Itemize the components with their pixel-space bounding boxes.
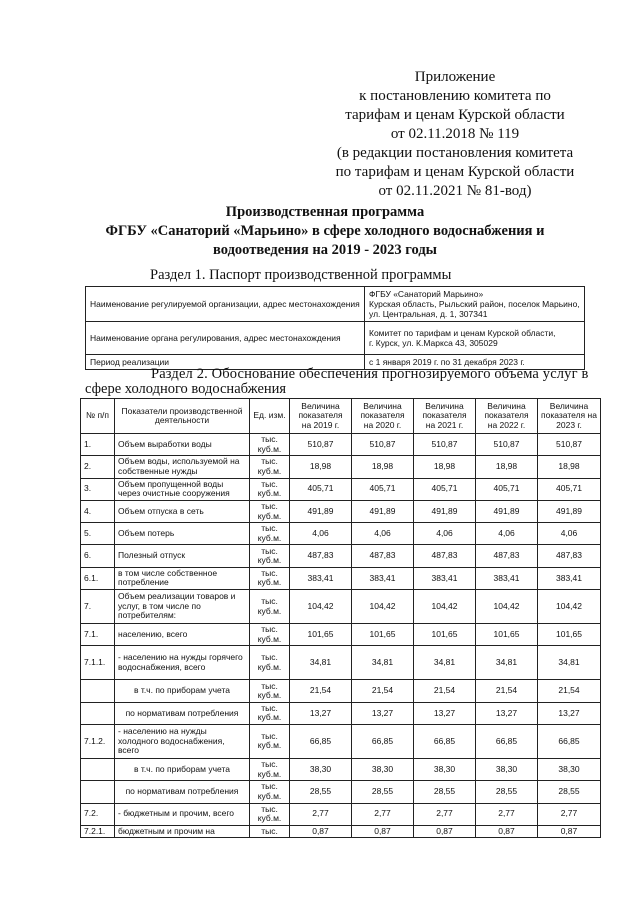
row-value: 101,65 <box>414 624 476 646</box>
appendix-line: Приложение <box>414 69 496 85</box>
row-value: 38,30 <box>290 758 352 780</box>
passport-label: Период реализации <box>86 355 365 370</box>
row-value: 383,41 <box>290 567 352 589</box>
row-value: 4,06 <box>538 523 601 545</box>
row-value: 21,54 <box>476 680 538 702</box>
passport-label: Наименование органа регулирования, адрес местонахождения <box>86 322 365 355</box>
row-indicator: Объем выработки воды <box>115 434 250 456</box>
row-value: 491,89 <box>352 500 414 522</box>
row-value: 487,83 <box>352 545 414 567</box>
row-value: 38,30 <box>538 758 601 780</box>
row-unit: тыс. куб.м. <box>250 523 290 545</box>
row-value: 38,30 <box>476 758 538 780</box>
row-value: 66,85 <box>538 724 601 758</box>
row-number: 3. <box>81 478 115 500</box>
row-indicator: Объем реализации товаров и услуг, в том числе по потребителям: <box>115 590 250 624</box>
row-value: 4,06 <box>290 523 352 545</box>
row-indicator: Объем отпуска в сеть <box>115 500 250 522</box>
row-unit: тыс. куб.м. <box>250 590 290 624</box>
table-header-row <box>81 399 601 434</box>
row-value: 510,87 <box>476 434 538 456</box>
row-number: 7.1.2. <box>81 724 115 758</box>
row-value: 101,65 <box>538 624 601 646</box>
row-value: 18,98 <box>414 456 476 478</box>
passport-value-line: ул. Центральная, д. 1, 307341 <box>369 309 488 319</box>
row-value: 13,27 <box>352 702 414 724</box>
row-value: 383,41 <box>476 567 538 589</box>
passport-value <box>365 287 585 322</box>
passport-label: Наименование регулируемой организации, адрес местонахождения <box>86 287 365 322</box>
row-indicator: - населению на нужды холодного водоснабжения, всего <box>115 724 250 758</box>
row-indicator: - бюджетным и прочим, всего <box>115 803 250 825</box>
row-unit: тыс. куб.м. <box>250 624 290 646</box>
row-unit: тыс. куб.м. <box>250 567 290 589</box>
table-row <box>81 590 601 624</box>
row-value: 34,81 <box>538 646 601 680</box>
table-row <box>81 434 601 456</box>
row-value: 21,54 <box>290 680 352 702</box>
title-line: ФГБУ «Санаторий «Марьино» в сфере холодного водоснабжения и <box>105 223 545 239</box>
row-unit: тыс. куб.м. <box>250 781 290 803</box>
row-value: 13,27 <box>290 702 352 724</box>
header-year: Величина показателя на 2022 г. <box>476 399 538 434</box>
row-unit: тыс. <box>250 825 290 838</box>
row-value: 0,87 <box>414 825 476 838</box>
row-indicator: Объем пропущенной воды через очистные сооружения <box>115 478 250 500</box>
passport-value-line: ФГБУ «Санаторий Марьино» <box>369 289 484 299</box>
row-value: 510,87 <box>414 434 476 456</box>
table-row <box>81 646 601 680</box>
row-value: 510,87 <box>290 434 352 456</box>
row-value: 491,89 <box>290 500 352 522</box>
row-number: 7.2. <box>81 803 115 825</box>
row-value: 405,71 <box>414 478 476 500</box>
row-value: 104,42 <box>476 590 538 624</box>
passport-value-line: с 1 января 2019 г. по 31 декабря 2023 г. <box>369 357 525 367</box>
row-value: 2,77 <box>352 803 414 825</box>
table-row <box>81 545 601 567</box>
row-value: 104,42 <box>352 590 414 624</box>
row-number <box>81 781 115 803</box>
row-unit: тыс. куб.м. <box>250 545 290 567</box>
passport-value-line: г. Курск, ул. К.Маркса 43, 305029 <box>369 338 498 348</box>
table-body <box>81 434 601 838</box>
row-indicator: - населению на нужды горячего водоснабжения, всего <box>115 646 250 680</box>
row-value: 2,77 <box>538 803 601 825</box>
row-value: 405,71 <box>290 478 352 500</box>
row-value: 4,06 <box>352 523 414 545</box>
row-number: 1. <box>81 434 115 456</box>
row-value: 2,77 <box>290 803 352 825</box>
section2-line: сфере холодного водоснабжения <box>85 381 287 397</box>
row-value: 34,81 <box>414 646 476 680</box>
row-value: 18,98 <box>538 456 601 478</box>
table-row <box>81 724 601 758</box>
row-value: 491,89 <box>538 500 601 522</box>
row-value: 2,77 <box>414 803 476 825</box>
row-value: 18,98 <box>352 456 414 478</box>
row-value: 18,98 <box>290 456 352 478</box>
appendix-line: по тарифам и ценам Курской области <box>335 164 575 180</box>
table-row <box>81 456 601 478</box>
passport-row <box>86 287 585 322</box>
row-value: 66,85 <box>476 724 538 758</box>
row-value: 13,27 <box>538 702 601 724</box>
row-value: 38,30 <box>414 758 476 780</box>
row-indicator: в т.ч. по приборам учета <box>115 680 250 702</box>
row-number: 7.1. <box>81 624 115 646</box>
row-value: 38,30 <box>352 758 414 780</box>
row-value: 0,87 <box>476 825 538 838</box>
table-row <box>81 781 601 803</box>
row-unit: тыс. куб.м. <box>250 724 290 758</box>
section1-heading: Раздел 1. Паспорт производственной программы <box>150 267 452 283</box>
passport-value-line: Курская область, Рыльский район, поселок Марьино, <box>369 299 580 309</box>
row-value: 34,81 <box>476 646 538 680</box>
row-value: 487,83 <box>414 545 476 567</box>
row-value: 383,41 <box>352 567 414 589</box>
row-indicator: бюджетным и прочим на <box>115 825 250 838</box>
row-value: 383,41 <box>538 567 601 589</box>
row-value: 383,41 <box>414 567 476 589</box>
row-value: 101,65 <box>476 624 538 646</box>
row-value: 13,27 <box>476 702 538 724</box>
header-unit: Ед. изм. <box>250 399 290 434</box>
row-value: 28,55 <box>290 781 352 803</box>
row-value: 405,71 <box>352 478 414 500</box>
row-number: 2. <box>81 456 115 478</box>
row-value: 0,87 <box>290 825 352 838</box>
row-indicator: по нормативам потребления <box>115 781 250 803</box>
row-value: 18,98 <box>476 456 538 478</box>
header-indicator: Показатели производственной деятельности <box>115 399 250 434</box>
row-number: 6. <box>81 545 115 567</box>
row-unit: тыс. куб.м. <box>250 803 290 825</box>
table-row <box>81 758 601 780</box>
row-value: 4,06 <box>476 523 538 545</box>
row-value: 104,42 <box>414 590 476 624</box>
row-unit: тыс. куб.м. <box>250 758 290 780</box>
row-indicator: Объем потерь <box>115 523 250 545</box>
passport-table <box>85 286 585 370</box>
row-value: 21,54 <box>538 680 601 702</box>
row-indicator: Объем воды, используемой на собственные нужды <box>115 456 250 478</box>
row-number: 4. <box>81 500 115 522</box>
appendix-line: от 02.11.2018 № 119 <box>390 126 520 142</box>
appendix-line: тарифам и ценам Курской области <box>345 107 565 123</box>
header-year: Величина показателя на 2020 г. <box>352 399 414 434</box>
row-value: 34,81 <box>352 646 414 680</box>
row-indicator: по нормативам потребления <box>115 702 250 724</box>
row-value: 28,55 <box>538 781 601 803</box>
row-unit: тыс. куб.м. <box>250 646 290 680</box>
table-row <box>81 825 601 838</box>
table-row <box>81 523 601 545</box>
row-value: 66,85 <box>352 724 414 758</box>
row-value: 405,71 <box>476 478 538 500</box>
row-unit: тыс. куб.м. <box>250 680 290 702</box>
row-value: 66,85 <box>414 724 476 758</box>
header-year: Величина показателя на 2023 г. <box>538 399 601 434</box>
document-title <box>90 203 560 260</box>
row-value: 405,71 <box>538 478 601 500</box>
production-table <box>80 398 601 838</box>
header-num: № п/п <box>81 399 115 434</box>
row-indicator: Полезный отпуск <box>115 545 250 567</box>
table-row <box>81 567 601 589</box>
row-value: 4,06 <box>414 523 476 545</box>
row-unit: тыс. куб.м. <box>250 456 290 478</box>
row-unit: тыс. куб.м. <box>250 702 290 724</box>
row-value: 28,55 <box>476 781 538 803</box>
row-value: 2,77 <box>476 803 538 825</box>
row-indicator: населению, всего <box>115 624 250 646</box>
row-indicator: в т.ч. по приборам учета <box>115 758 250 780</box>
row-number <box>81 680 115 702</box>
row-value: 104,42 <box>538 590 601 624</box>
row-value: 34,81 <box>290 646 352 680</box>
row-value: 0,87 <box>352 825 414 838</box>
row-unit: тыс. куб.м. <box>250 478 290 500</box>
table-row <box>81 702 601 724</box>
row-value: 21,54 <box>414 680 476 702</box>
row-value: 510,87 <box>352 434 414 456</box>
passport-value-line: Комитет по тарифам и ценам Курской области, <box>369 328 556 338</box>
row-value: 487,83 <box>538 545 601 567</box>
row-value: 104,42 <box>290 590 352 624</box>
row-value: 0,87 <box>538 825 601 838</box>
row-number: 5. <box>81 523 115 545</box>
row-value: 28,55 <box>352 781 414 803</box>
row-value: 487,83 <box>290 545 352 567</box>
appendix-header <box>320 68 590 201</box>
row-number <box>81 702 115 724</box>
title-line: водоотведения на 2019 - 2023 годы <box>213 242 437 258</box>
appendix-line: от 02.11.2021 № 81-вод) <box>378 183 532 199</box>
passport-row <box>86 322 585 355</box>
passport-value <box>365 322 585 355</box>
table-row <box>81 680 601 702</box>
row-unit: тыс. куб.м. <box>250 500 290 522</box>
row-value: 491,89 <box>414 500 476 522</box>
row-value: 28,55 <box>414 781 476 803</box>
row-value: 66,85 <box>290 724 352 758</box>
table-row <box>81 500 601 522</box>
section2-heading <box>85 367 600 397</box>
row-number: 7.1.1. <box>81 646 115 680</box>
row-number: 6.1. <box>81 567 115 589</box>
row-unit: тыс. куб.м. <box>250 434 290 456</box>
row-value: 101,65 <box>352 624 414 646</box>
header-year: Величина показателя на 2021 г. <box>414 399 476 434</box>
row-value: 13,27 <box>414 702 476 724</box>
appendix-line: (в редакции постановления комитета <box>336 145 574 161</box>
table-row <box>81 478 601 500</box>
row-value: 510,87 <box>538 434 601 456</box>
row-value: 487,83 <box>476 545 538 567</box>
row-value: 21,54 <box>352 680 414 702</box>
appendix-line: к постановлению комитета по <box>359 88 551 104</box>
row-number <box>81 758 115 780</box>
row-indicator: в том числе собственное потребление <box>115 567 250 589</box>
row-number: 7. <box>81 590 115 624</box>
title-line: Производственная программа <box>225 204 425 220</box>
header-year: Величина показателя на 2019 г. <box>290 399 352 434</box>
table-row <box>81 624 601 646</box>
section2-line: Раздел 2. Обоснование обеспечения прогнозируемого объема услуг в <box>151 366 589 382</box>
row-number: 7.2.1. <box>81 825 115 838</box>
table-row <box>81 803 601 825</box>
row-value: 491,89 <box>476 500 538 522</box>
row-value: 101,65 <box>290 624 352 646</box>
